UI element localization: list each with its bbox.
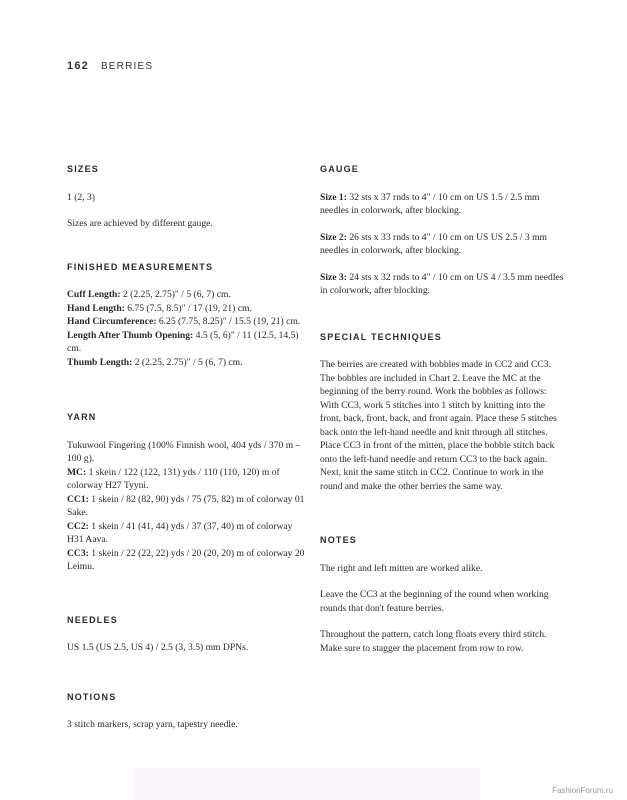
sizes-note: Sizes are achieved by different gauge. [67,218,213,229]
measurement-item: Hand Length: 6.75 (7.5, 8.5)" / 17 (19, 21) cm. [67,302,252,314]
notes-paragraph: The right and left mitten are worked alike. [320,562,483,574]
yarn-item: CC3: 1 skein / 22 (22, 22) yds / 20 (20, 20) m of colorway 20 Leimu. [67,547,305,572]
special-techniques-text: The berries are created with bobbles made in CC2 and CC3. The bobbles are included in Chart 2. Leave the MC at the beginning of the berry round. Work the bobbles as follows: With CC3, work 5 stitches into 1 stitch by knitting into the front, back, front, back, and front again. Place these 5 stitches back onto the left-hand needle and knit through all stitches. Place CC3 in front of the mitten, place the bobble stitch back onto the left-hand needle and return CC3 to the back again. Next, knit the same stitch in CC2. Continue to work in the round and make the other berries the same way. [320,359,557,492]
measurement-item: Thumb Length: 2 (2.25, 2.75)" / 5 (6, 7) cm. [67,356,243,368]
notes-paragraph: Leave the CC3 at the beginning of the round when working rounds that don't feature berries. [320,589,549,614]
yarn-intro: Tukuwool Fingering (100% Finnish wool, 404 yds / 370 m – 100 g). [67,439,301,464]
needles-text: US 1.5 (US 2.5, US 4) / 2.5 (3, 3.5) mm DPNs. [67,642,249,653]
finished-measurements-list [67,288,307,369]
section-title: BERRIES [100,61,154,72]
yarn-item: MC: 1 skein / 122 (122, 131) yds / 110 (110, 120) m of colorway H27 Tyyni. [67,466,280,491]
left-column [67,163,307,745]
gauge-item: Size 3: 24 sts x 32 rnds to 4" / 10 cm on US 4 / 3.5 mm needles in colorwork, after blocking. [320,271,564,296]
yarn-item: CC1: 1 skein / 82 (82, 90) yds / 75 (75, 82) m of colorway 01 Sake. [67,493,305,518]
measurement-item: Cuff Length: 2 (2.25, 2.75)" / 5 (6, 7) cm. [67,289,231,300]
yarn-item: CC2: 1 skein / 41 (41, 44) yds / 37 (37, 40) m of colorway H31 Aava. [67,520,293,545]
gauge-item: Size 2: 26 sts x 33 rnds to 4" / 10 cm on US US 2.5 / 3 mm needles in colorwork, after blocking. [320,231,547,256]
measurement-item: Length After Thumb Opening: 4.5 (5, 6)" / 11 (12.5, 14.5) cm. [67,329,299,354]
yarn-heading: YARN [67,412,97,422]
right-column [320,163,565,668]
running-head [67,60,153,72]
watermark: FashionForum.ru [552,786,613,795]
sizes-heading: SIZES [67,164,100,174]
notes-paragraph: Throughout the pattern, catch long floats every third stitch. Make sure to stagger the placement from row to row. [320,629,547,654]
notes-heading: NOTES [320,535,358,545]
needles-heading: NEEDLES [67,614,118,625]
special-techniques-heading: SPECIAL TECHNIQUES [320,331,442,342]
footer-strip [135,768,480,800]
notions-text: 3 stitch markers, scrap yarn, tapestry needle. [67,719,238,730]
page-number: 162 [67,60,89,72]
finished-measurements-heading: FINISHED MEASUREMENTS [67,261,214,272]
sizes-value: 1 (2, 3) [67,191,95,203]
gauge-item: Size 1: 32 sts x 37 rnds to 4" / 10 cm on US 1.5 / 2.5 mm needles in colorwork, after blocking. [320,191,540,216]
measurement-item: Hand Circumference: 6.25 (7.75, 8.25)" / 15.5 (19, 21) cm. [67,316,301,327]
gauge-heading: GAUGE [320,164,360,174]
yarn-list [67,439,307,574]
notions-heading: NOTIONS [67,691,117,702]
